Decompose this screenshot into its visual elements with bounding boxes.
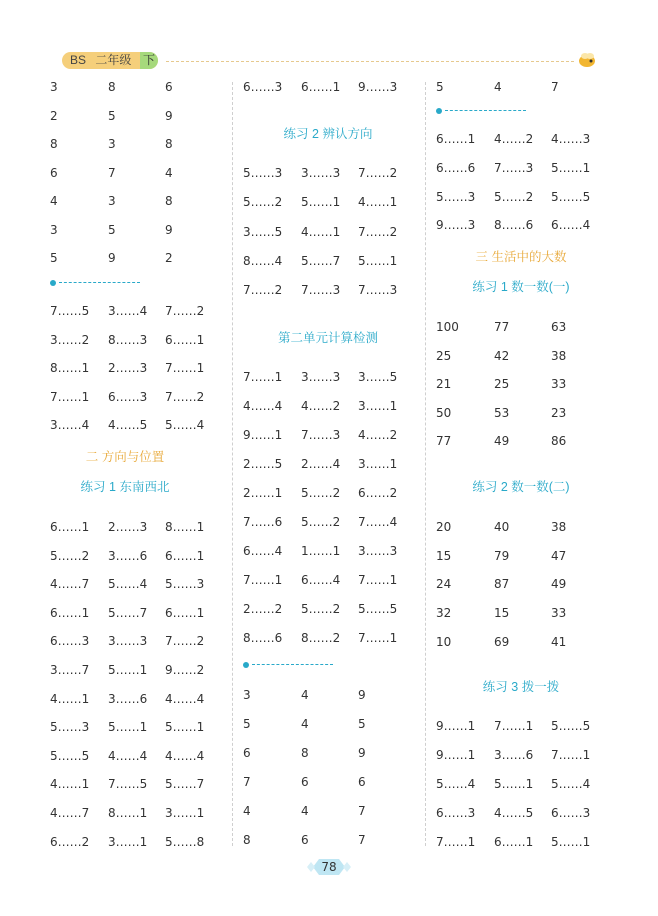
answer-cell: 25: [436, 348, 452, 363]
answer-cell: 7……2: [165, 304, 205, 318]
answer-cell: 6……1: [165, 605, 205, 620]
answer-cell: 5……2: [301, 486, 341, 500]
answer-cell: 3: [50, 222, 58, 237]
answer-cell: 7……2: [243, 283, 283, 298]
answer-row: [50, 77, 240, 97]
answer-cell: 5……2: [494, 189, 534, 204]
answer-cell: 8: [165, 137, 173, 151]
answer-row: [50, 574, 240, 594]
answer-cell: 47: [551, 548, 567, 563]
answer-cell: 5……5: [50, 748, 90, 763]
answer-row: [436, 374, 626, 394]
answer-row: [243, 367, 433, 387]
answer-cell: 6……2: [358, 486, 398, 500]
answer-cell: 9……1: [243, 428, 283, 442]
answer-cell: 3……7: [50, 663, 90, 677]
answer-row: [436, 215, 626, 235]
answer-row: [436, 346, 626, 366]
bee-icon: [576, 51, 598, 69]
answer-cell: 9……2: [165, 663, 205, 677]
answer-cell: 9……1: [436, 719, 476, 733]
answer-cell: 5……5: [551, 189, 591, 204]
answer-cell: 6……1: [165, 548, 205, 563]
answer-cell: 8……6: [494, 218, 534, 233]
answer-cell: 4……4: [165, 748, 205, 763]
answer-cell: 4……5: [108, 418, 148, 432]
answer-cell: 4……1: [50, 777, 90, 792]
answer-cell: 7……1: [358, 631, 398, 645]
answer-row: [436, 803, 626, 823]
answer-cell: 79: [494, 548, 510, 563]
answer-row: [436, 774, 626, 794]
answer-cell: 5……1: [551, 835, 591, 849]
answer-row: [243, 628, 433, 648]
answer-row: [436, 716, 626, 736]
answer-cell: 38: [551, 348, 567, 363]
answer-cell: 6: [243, 746, 251, 760]
answer-row: [243, 77, 433, 97]
answer-cell: 7……1: [165, 361, 205, 375]
answer-cell: 4……1: [358, 195, 398, 210]
answer-cell: 15: [436, 548, 452, 563]
answer-cell: 2: [165, 251, 173, 265]
answer-cell: 5……7: [108, 605, 148, 620]
answer-row: [50, 660, 240, 680]
answer-row: [243, 425, 433, 445]
answer-row: [50, 387, 240, 407]
answer-cell: 5……7: [165, 777, 205, 792]
answer-cell: 5: [108, 108, 116, 123]
answer-cell: 69: [494, 634, 510, 649]
answer-cell: 63: [551, 320, 567, 334]
answer-cell: 5……1: [108, 720, 148, 735]
header-rule: [166, 61, 574, 62]
answer-cell: 8: [108, 80, 116, 94]
answer-cell: 3……3: [358, 544, 398, 558]
exercise-title: 练习 1 数一数(一): [472, 280, 570, 294]
answer-cell: 4: [301, 804, 309, 818]
section-title: 三 生活中的大数: [475, 250, 567, 264]
answer-cell: 6……1: [50, 520, 90, 534]
separator-dot: [436, 108, 442, 114]
answer-cell: 5……4: [165, 418, 205, 432]
answer-row: [243, 222, 433, 242]
answer-row: [50, 106, 240, 126]
answer-row: [243, 454, 433, 474]
separator-dot: [50, 280, 56, 286]
answer-row: [50, 546, 240, 566]
section-separator: [436, 108, 526, 114]
answer-cell: 9: [165, 108, 173, 123]
page-number: 78: [321, 860, 337, 874]
answer-row: [50, 163, 240, 183]
answer-cell: 4: [243, 804, 251, 818]
answer-cell: 6……1: [301, 80, 341, 94]
answer-cell: 2……4: [301, 457, 341, 471]
exercise-title: 练习 3 拨一拨: [482, 680, 560, 694]
answer-cell: 25: [494, 377, 510, 391]
answer-cell: 5……7: [301, 253, 341, 268]
answer-row: [50, 717, 240, 737]
answer-row: [50, 248, 240, 268]
answer-cell: 3……1: [358, 399, 398, 413]
answer-cell: 4……4: [108, 748, 148, 763]
answer-row: [243, 570, 433, 590]
answer-cell: 6……3: [551, 806, 591, 820]
answer-cell: 86: [551, 434, 567, 448]
answer-row: [436, 129, 626, 149]
answer-row: [243, 251, 433, 271]
answer-row: [436, 546, 626, 566]
answer-row: [436, 158, 626, 178]
separator-line: [59, 282, 140, 283]
answer-cell: 5: [358, 717, 366, 731]
separator-dot: [243, 662, 249, 668]
answer-cell: 8……3: [108, 332, 148, 347]
answer-cell: 4……7: [50, 806, 90, 820]
answer-cell: 7……1: [551, 748, 591, 762]
answer-cell: 9: [108, 251, 116, 265]
answer-row: [436, 574, 626, 594]
answer-cell: 3……2: [50, 332, 90, 347]
answer-cell: 9……3: [358, 80, 398, 94]
answer-row: [243, 685, 433, 705]
answer-cell: 8……1: [50, 361, 90, 375]
answer-row: [50, 134, 240, 154]
answer-cell: 5: [108, 222, 116, 237]
separator-line: [252, 664, 333, 665]
answer-cell: 3……3: [301, 370, 341, 384]
answer-row: [243, 599, 433, 619]
answer-cell: 5……1: [165, 720, 205, 735]
answer-row: [50, 689, 240, 709]
answer-row: [436, 403, 626, 423]
answer-cell: 7……3: [301, 283, 341, 298]
answer-cell: 6……3: [108, 389, 148, 404]
answer-cell: 4……3: [551, 132, 591, 146]
answer-cell: 2: [50, 108, 58, 123]
answer-cell: 6……3: [436, 806, 476, 820]
answer-cell: 5……2: [50, 548, 90, 563]
answer-cell: 5……3: [436, 189, 476, 204]
answer-cell: 3……1: [108, 834, 148, 849]
answer-cell: 5……8: [165, 834, 205, 849]
answer-cell: 4……2: [301, 399, 341, 413]
answer-row: [243, 801, 433, 821]
answer-row: [436, 632, 626, 652]
answer-cell: 3……5: [243, 224, 283, 239]
answer-cell: 38: [551, 520, 567, 534]
answer-cell: 87: [494, 577, 510, 592]
answer-cell: 9: [358, 688, 366, 702]
answer-cell: 6……4: [551, 218, 591, 233]
answer-cell: 9……3: [436, 218, 476, 233]
answer-row: [436, 745, 626, 765]
answer-cell: 6: [301, 833, 309, 847]
answer-cell: 9: [165, 222, 173, 237]
answer-cell: 5……2: [243, 195, 283, 210]
answer-cell: 7……1: [494, 719, 534, 733]
answer-cell: 3: [108, 194, 116, 208]
answer-cell: 6: [358, 775, 366, 789]
answer-cell: 7……4: [358, 515, 398, 529]
grade-label: 二年级: [95, 53, 132, 67]
answer-cell: 7……3: [301, 428, 341, 442]
answer-cell: 41: [551, 634, 567, 649]
answer-cell: 33: [551, 606, 567, 621]
exercise-title: 练习 2 数一数(二): [472, 480, 570, 494]
answer-cell: 8: [165, 194, 173, 208]
answer-row: [50, 330, 240, 350]
answer-cell: 8: [50, 137, 58, 151]
answer-cell: 5……1: [551, 160, 591, 175]
answer-cell: 4……2: [494, 132, 534, 146]
unit-test-title: 第二单元计算检测: [277, 331, 378, 345]
answer-cell: 7……3: [494, 160, 534, 175]
answer-cell: 7……1: [243, 370, 283, 384]
section-separator: [50, 280, 140, 286]
answer-cell: 2……5: [243, 457, 283, 471]
answer-cell: 3: [243, 688, 251, 702]
answer-cell: 7……5: [108, 777, 148, 792]
answer-cell: 3……1: [358, 457, 398, 471]
answer-cell: 3……4: [108, 304, 148, 318]
answer-cell: 5……4: [551, 777, 591, 791]
answer-row: [50, 631, 240, 651]
answer-cell: 2……3: [108, 361, 148, 375]
answer-cell: 7……1: [50, 389, 90, 404]
answer-cell: 7……5: [50, 304, 90, 318]
answer-cell: 3……3: [301, 166, 341, 180]
answer-row: [243, 743, 433, 763]
grade-badge: [62, 52, 158, 69]
answer-cell: 3: [50, 80, 58, 94]
answer-cell: 6……1: [494, 835, 534, 849]
answer-cell: 4……1: [50, 691, 90, 706]
answer-cell: 7……2: [358, 166, 398, 180]
answer-cell: 9: [358, 746, 366, 760]
answer-cell: 8……1: [165, 520, 205, 534]
answer-row: [50, 358, 240, 378]
answer-row: [436, 603, 626, 623]
answer-cell: 5……5: [358, 602, 398, 616]
separator-line: [445, 110, 526, 111]
answer-cell: 5: [50, 251, 58, 265]
answer-cell: 7……6: [243, 515, 283, 529]
answer-cell: 7……1: [243, 573, 283, 587]
answer-cell: 49: [494, 434, 510, 448]
answer-cell: 3……6: [494, 748, 534, 762]
answer-cell: 5……4: [436, 777, 476, 791]
answer-cell: 4: [494, 80, 502, 94]
answer-cell: 6……3: [243, 80, 283, 94]
answer-row: [50, 603, 240, 623]
answer-row: [243, 714, 433, 734]
answer-cell: 8……1: [108, 806, 148, 820]
page-number-badge: [305, 852, 353, 882]
answer-cell: 8……6: [243, 631, 283, 645]
page-header: [62, 49, 598, 71]
answer-cell: 6……2: [50, 834, 90, 849]
answer-cell: 6: [165, 80, 173, 94]
answer-cell: 6……4: [243, 544, 283, 558]
answer-row: [50, 803, 240, 823]
answer-cell: 2……3: [108, 520, 148, 534]
answer-cell: 5……3: [243, 166, 283, 180]
answer-cell: 3……6: [108, 691, 148, 706]
answer-cell: 4: [50, 194, 58, 208]
answer-cell: 77: [494, 320, 510, 334]
answer-cell: 3: [108, 137, 116, 151]
answer-cell: 100: [436, 320, 459, 334]
answer-cell: 2……2: [243, 602, 283, 616]
answer-cell: 3……6: [108, 548, 148, 563]
answer-cell: 5……1: [494, 777, 534, 791]
answer-cell: 7: [551, 80, 559, 94]
answer-row: [243, 192, 433, 212]
answer-row: [243, 772, 433, 792]
answer-cell: 50: [436, 405, 452, 420]
answer-row: [50, 220, 240, 240]
answer-cell: 53: [494, 405, 510, 420]
answer-row: [243, 280, 433, 300]
answer-cell: 20: [436, 520, 452, 534]
answer-cell: 7……2: [358, 224, 398, 239]
answer-cell: 4……4: [243, 399, 283, 413]
section-title: 二 方向与位置: [85, 450, 165, 464]
answer-cell: 77: [436, 434, 452, 448]
answer-row: [50, 774, 240, 794]
answer-cell: 1……1: [301, 544, 341, 558]
answer-cell: 49: [551, 577, 567, 592]
answer-cell: 7……1: [358, 573, 398, 587]
answer-cell: 4: [301, 717, 309, 731]
answer-cell: 2……1: [243, 486, 283, 500]
answer-cell: 7: [243, 775, 251, 789]
answer-cell: 5: [243, 717, 251, 731]
answer-cell: 3……3: [108, 634, 148, 649]
volume-label: 下: [140, 52, 158, 69]
answer-cell: 42: [494, 348, 510, 363]
answer-cell: 4: [301, 688, 309, 702]
answer-cell: 6……6: [436, 160, 476, 175]
answer-cell: 10: [436, 634, 452, 649]
answer-cell: 5: [436, 80, 444, 94]
section-separator: [243, 662, 333, 668]
answer-cell: 3……4: [50, 418, 90, 432]
answer-cell: 7……2: [165, 389, 205, 404]
answer-cell: 6……1: [165, 332, 205, 347]
answer-row: [436, 832, 626, 852]
answer-row: [436, 77, 626, 97]
answer-cell: 8……2: [301, 631, 341, 645]
answer-row: [50, 517, 240, 537]
answer-row: [436, 317, 626, 337]
answer-cell: 7……3: [358, 283, 398, 298]
answer-row: [50, 415, 240, 435]
answer-cell: 4……7: [50, 577, 90, 592]
exercise-title: 练习 1 东南西北: [80, 480, 170, 494]
answer-cell: 5……2: [301, 515, 341, 529]
answer-cell: 7: [358, 833, 366, 847]
answer-cell: 4……1: [301, 224, 341, 239]
answer-cell: 7: [108, 165, 116, 180]
answer-cell: 40: [494, 520, 510, 534]
answer-cell: 21: [436, 377, 452, 391]
answer-cell: 3……5: [358, 370, 398, 384]
answer-cell: 9……1: [436, 748, 476, 762]
exercise-title: 练习 2 辨认方向: [283, 127, 373, 141]
answer-cell: 33: [551, 377, 567, 391]
answer-row: [436, 431, 626, 451]
answer-cell: 5……5: [551, 719, 591, 733]
answer-cell: 5……1: [301, 195, 341, 210]
answer-row: [243, 512, 433, 532]
answer-cell: 7: [358, 804, 366, 818]
answer-row: [50, 301, 240, 321]
answer-cell: 5……2: [301, 602, 341, 616]
answer-cell: 5……1: [108, 663, 148, 677]
answer-cell: 3……1: [165, 806, 205, 820]
answer-cell: 8……4: [243, 253, 283, 268]
answer-cell: 6……1: [50, 605, 90, 620]
answer-cell: 4……4: [165, 691, 205, 706]
answer-cell: 4: [165, 165, 173, 180]
answer-row: [243, 541, 433, 561]
answer-row: [243, 483, 433, 503]
answer-cell: 7……2: [165, 634, 205, 649]
answer-row: [243, 163, 433, 183]
answer-cell: 5……1: [358, 253, 398, 268]
answer-cell: 6……4: [301, 573, 341, 587]
answer-row: [50, 746, 240, 766]
answer-cell: 4……2: [358, 428, 398, 442]
answer-row: [50, 832, 240, 852]
answer-cell: 6……3: [50, 634, 90, 649]
answer-cell: 24: [436, 577, 452, 592]
answer-cell: 32: [436, 606, 452, 621]
answer-cell: 15: [494, 606, 510, 621]
answer-row: [436, 187, 626, 207]
answer-row: [50, 191, 240, 211]
answer-cell: 5……4: [108, 577, 148, 592]
answer-cell: 6: [50, 165, 58, 180]
answer-cell: 5……3: [50, 720, 90, 735]
answer-row: [243, 396, 433, 416]
answer-cell: 4……5: [494, 806, 534, 820]
answer-cell: 23: [551, 405, 567, 420]
answer-row: [436, 517, 626, 537]
answer-cell: 8: [301, 746, 309, 760]
answer-row: [243, 830, 433, 850]
answer-cell: 6: [301, 775, 309, 789]
answer-cell: 7……1: [436, 835, 476, 849]
edition-label: BS: [70, 53, 87, 67]
answer-cell: 8: [243, 833, 251, 847]
answer-cell: 6……1: [436, 132, 476, 146]
answer-cell: 5……3: [165, 577, 205, 592]
